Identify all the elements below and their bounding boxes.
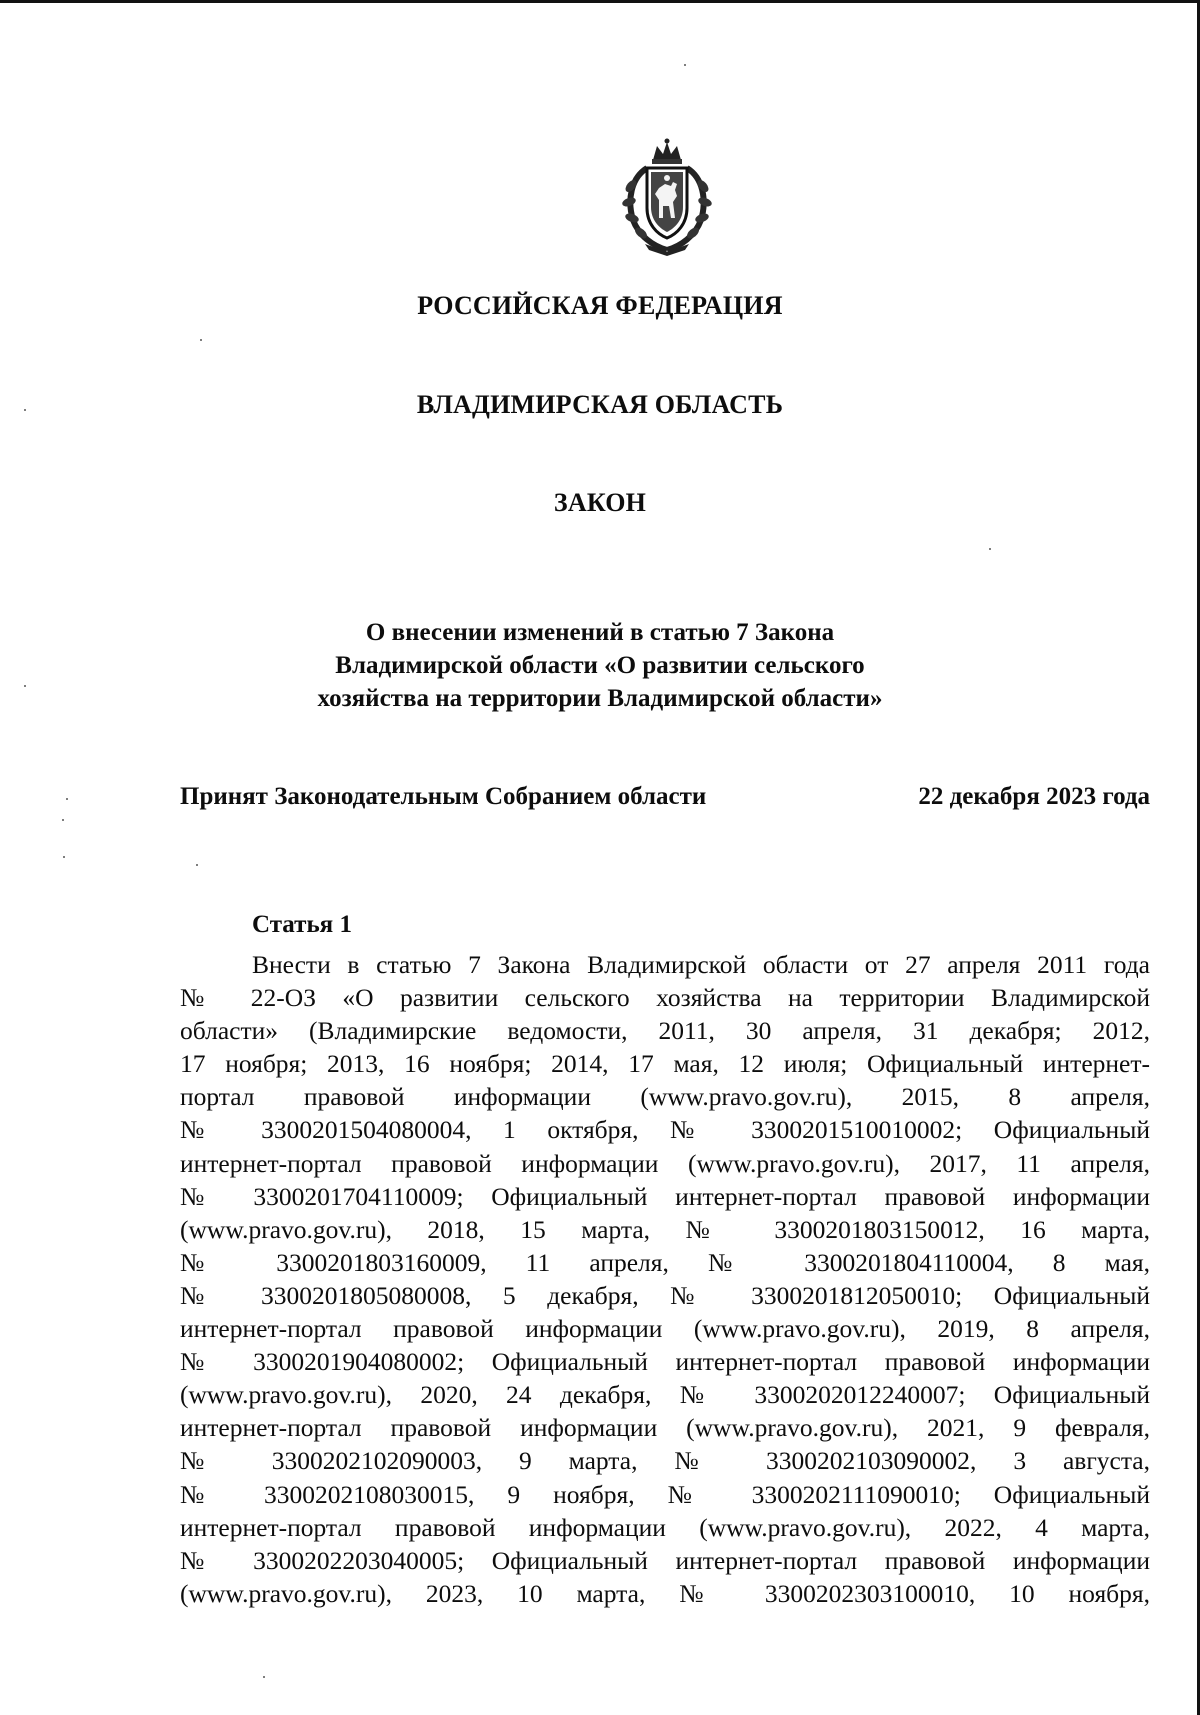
law-title-line: Владимирской области «О развитии сельского xyxy=(335,652,865,679)
article-text-line: (www.pravo.gov.ru), 2023, 10 марта, № 3300202303100010, 10 ноября, xyxy=(180,1578,1150,1608)
article-text-line: № 3300201504080004, 1 октября, № 3300201510010002; Официальный xyxy=(180,1115,1150,1145)
scan-speck xyxy=(24,409,26,411)
article-text-line: интернет-портал правовой информации (www.pravo.gov.ru), 2022, 4 марта, xyxy=(180,1512,1150,1542)
article-text-line: области» (Владимирские ведомости, 2011, 30 апреля, 31 декабря; 2012, xyxy=(180,1016,1150,1046)
adoption-label: Принят Законодательным Собранием области xyxy=(180,783,707,810)
header-country: РОССИЙСКАЯ ФЕДЕРАЦИЯ xyxy=(417,291,783,320)
article-text-line: 17 ноября; 2013, 16 ноября; 2014, 17 мая, 12 июля; Официальный интернет- xyxy=(180,1049,1150,1079)
article-text-line: интернет-портал правовой информации (www.pravo.gov.ru), 2019, 8 апреля, xyxy=(180,1314,1150,1344)
header-region: ВЛАДИМИРСКАЯ ОБЛАСТЬ xyxy=(416,390,784,419)
adoption-date: 22 декабря 2023 года xyxy=(918,783,1150,810)
article-text-line: № 3300202203040005; Официальный интернет-портал правовой информации xyxy=(180,1545,1150,1575)
article-text-line: № 3300201904080002; Официальный интернет-портал правовой информации xyxy=(180,1347,1150,1377)
article-text-line: № 3300202108030015, 9 ноября, № 3300202111090010; Официальный xyxy=(180,1479,1150,1509)
scan-speck xyxy=(200,339,202,341)
article-text-line: № 22-ОЗ «О развитии сельского хозяйства на территории Владимирской xyxy=(180,983,1150,1013)
scan-speck xyxy=(989,548,991,550)
article-text-line: (www.pravo.gov.ru), 2020, 24 декабря, № 3300202012240007; Официальный xyxy=(180,1380,1150,1410)
article-text-line: портал правовой информации (www.pravo.gov.ru), 2015, 8 апреля, xyxy=(180,1082,1150,1112)
article-heading: Статья 1 xyxy=(252,911,352,938)
scan-speck xyxy=(684,64,686,66)
article-body xyxy=(180,948,1150,1610)
scan-speck xyxy=(66,798,68,800)
article-text-line: интернет-портал правовой информации (www.pravo.gov.ru), 2021, 9 февраля, xyxy=(180,1413,1150,1443)
article-text-line: № 3300201805080008, 5 декабря, № 3300201812050010; Официальный xyxy=(180,1280,1150,1310)
article-text-line: (www.pravo.gov.ru), 2018, 15 марта, № 3300201803150012, 16 марта, xyxy=(180,1214,1150,1244)
article-text-line: № 3300201803160009, 11 апреля, № 3300201804110004, 8 мая, xyxy=(180,1247,1150,1277)
article-text-line: интернет-портал правовой информации (www.pravo.gov.ru), 2017, 11 апреля, xyxy=(180,1148,1150,1178)
law-title-line: хозяйства на территории Владимирской области» xyxy=(317,685,883,712)
scan-speck xyxy=(263,1676,265,1678)
law-title xyxy=(250,616,950,715)
article-text-line: № 3300202102090003, 9 марта, № 3300202103090002, 3 августа, xyxy=(180,1446,1150,1476)
scan-speck xyxy=(63,856,65,858)
page-top-edge xyxy=(0,0,1200,3)
article-text-line: Внести в статью 7 Закона Владимирской области от 27 апреля 2011 года xyxy=(252,950,1150,979)
coat-of-arms-emblem xyxy=(617,138,717,256)
law-title-line: О внесении изменений в статью 7 Закона xyxy=(365,619,835,646)
scan-speck xyxy=(24,685,26,687)
article-text-line: № 3300201704110009; Официальный интернет-портал правовой информации xyxy=(180,1181,1150,1211)
header-law: ЗАКОН xyxy=(553,488,647,517)
scan-speck xyxy=(196,864,198,866)
scan-speck xyxy=(62,819,64,821)
adoption-statement xyxy=(180,783,1150,811)
